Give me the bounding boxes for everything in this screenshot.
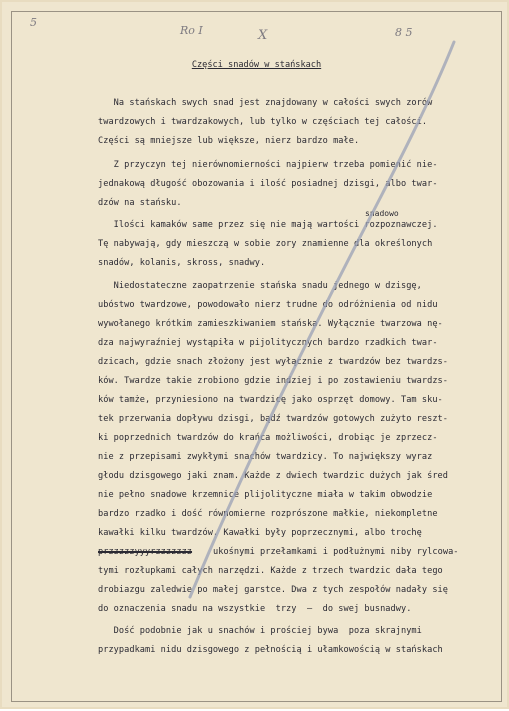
struck-text: przzzzzyyyrzzzzzzz [98,547,193,557]
pencil-mark-left: 5 [30,16,37,29]
text-line: tek przerwania dopływu dzisgi, bądź twardzów gotowych zużyto reszt- [98,414,448,424]
text-line: przypadkami nidu dzisgowego z pełnością i ułamkowością w stańskach [98,645,443,655]
text-line: ków tamże, przyniesiono na twardzicę jako osprzęt domowy. Tam sku- [98,395,443,405]
text-line: tymi rozłupkami całych narzędzi. Każde z trzech twardzic dała tego [98,566,443,576]
text-line: głodu dzisgowego jaki znam. Każde z dwiech twardzic dużych jak śred [98,471,448,481]
text-line: Dość podobnie jak u snachów i prościej bywa poza skrajnymi [98,626,422,636]
text-line: ków. Twardze takie zrobiono gdzie indziej i po zostawieniu twardzs- [98,376,448,386]
text-line: wywołanego krótkim zamieszkiwaniem stańska. Wyłącznie twarzowa nę- [98,319,443,329]
text-line: bardzo rzadko i dość równomierne rozprószone małkie, niekompletne [98,509,438,519]
text-line: twardzowych i twardzakowych, lub tylko w częściach tej całości. [98,117,428,127]
text-line: Tę nabywają, gdy mieszczą w sobie zory znamienne dla określonych [98,239,433,249]
text-line: dza najwyraźniej wystąpiła w pijolitycznych bardzo rzadkich twar- [98,338,438,348]
text-line: nie pełno snadowe krzemnice plijolityczne miała w takim obwodzie [98,490,433,500]
text-line: do oznaczenia snadu na wszystkie trzy — do swej busnadwy. [98,604,412,614]
inserted-word: snadowo [365,209,399,218]
text-line: nie z przepisami zwykłymi snachów twardzicy. To największy wyraz [98,452,433,462]
text-line: ubóstwo twardzowe, powodowało nierz trudne do odróżnienia od nidu [98,300,438,310]
text-line: Na stańskach swych snad jest znajdowany w całości swych zorów [98,98,433,108]
text-line: dzicach, gdzie snach złożony jest wyłącznie z twardzów bez twardzs- [98,357,448,367]
pencil-mark-roman: Ro I [180,24,203,37]
document-title: Części snadów w stańskach [191,60,322,70]
pencil-mark-page-number: 8 5 [395,26,413,39]
text-line: Z przyczyn tej nierównomierności najpierw trzeba pomienić nie- [98,160,438,170]
text-line: kawałki kilku twardzów. Kawałki były poprzecznymi, albo trochę [98,528,422,538]
text-line: jednakową długość obozowania i ilość posiadnej dzisgi, albo twar- [98,179,438,189]
text-line: Części są mniejsze lub większe, nierz bardzo małe. [98,136,360,146]
pencil-mark-cross: X [258,28,268,43]
text-line: drobiazgu zaledwie po małej garstce. Dwa z tych zespołów nadały się [98,585,448,595]
text-line: Ilości kamaków same przez się nie mają wartości rozpoznawczej. [98,220,438,230]
text-line: Niedostateczne zaopatrzenie stańska snadu jednego w dzisgę, [98,281,422,291]
text-line: ukośnymi przełamkami i podłużnymi niby rylcowa- [213,547,459,557]
text-line: dzów na stańsku. [98,198,182,208]
text-line: snadów, kolanis, skross, snadwy. [98,258,266,268]
text-line: ki poprzednich twardzów do krańca możliwości, drobiąc je zprzecz- [98,433,438,443]
